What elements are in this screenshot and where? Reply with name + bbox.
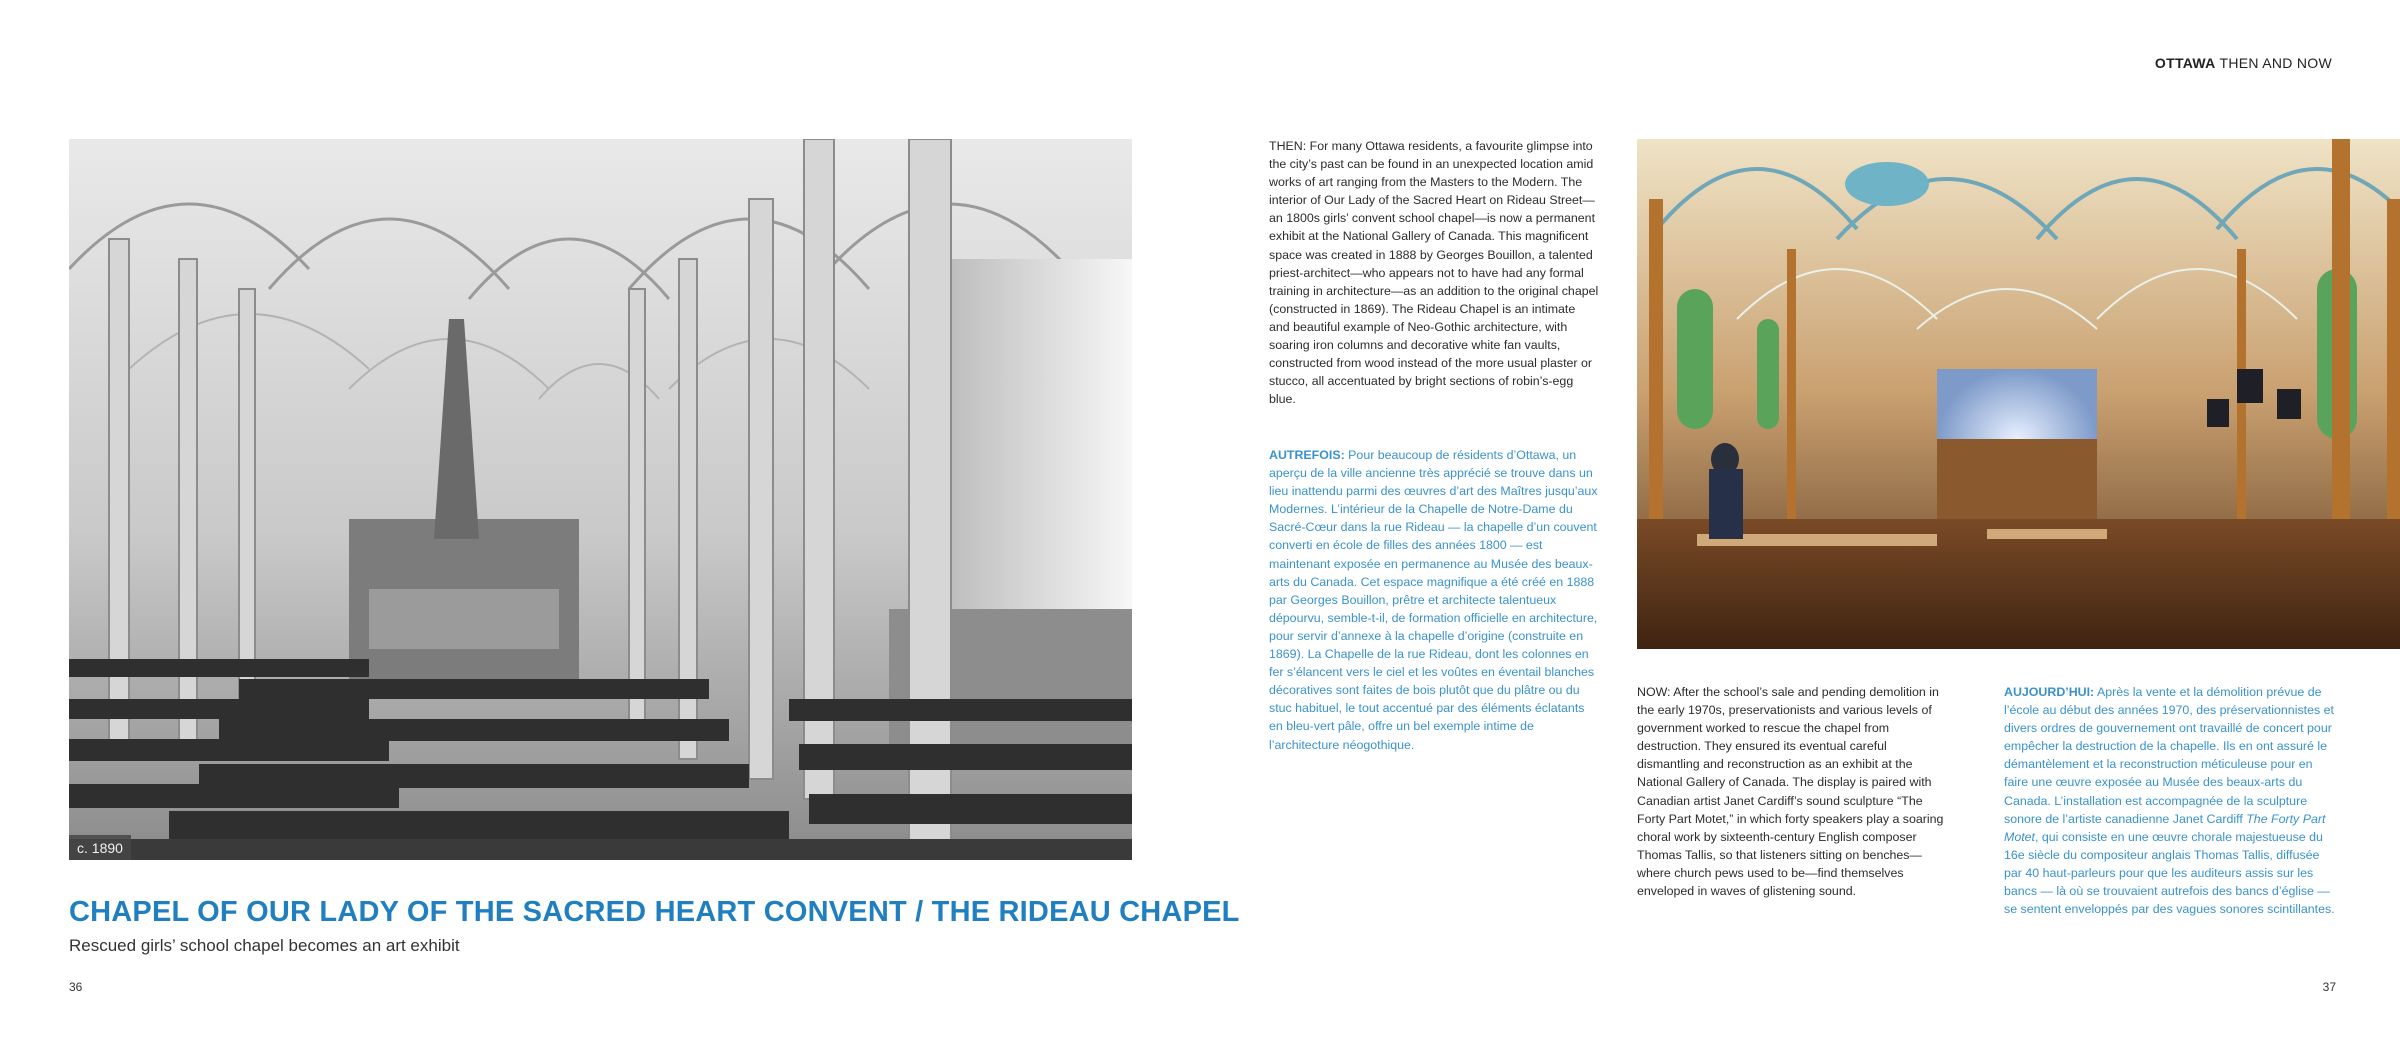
page-number-left: 36 — [69, 980, 83, 994]
chapter-title: CHAPEL OF OUR LADY OF THE SACRED HEART CONVENT / THE RIDEAU CHAPEL — [69, 896, 1240, 928]
aujourdhui-paragraph — [2004, 683, 2336, 918]
running-header-series: THEN AND NOW — [2215, 55, 2332, 71]
then-label: THEN: — [1269, 139, 1307, 153]
right-page — [1200, 0, 2400, 1050]
aujourdhui-text-end: , qui consiste en une œuvre chorale majestueuse du 16e siècle du compositeur anglais Thomas Tallis, diffusée par 40 haut-parleurs pour que les auditeurs assis sur les bancs — là où se trouvaient autrefois des bancs d’église — se sentent enveloppés par des vagues sonores scintillantes. — [2004, 829, 2335, 917]
historic-chapel-image — [69, 139, 1132, 860]
running-header-city: OTTAWA — [2154, 55, 2216, 71]
aujourdhui-text-start: Après la vente et la démolition prévue de l’école au début des années 1970, des préservationnistes et divers ordres de gouvernement ont travaillé de concert pour empêcher la destruction de la chapelle. Ils en ont assuré le démantèlement et la reconstruction méticuleuse pour en faire une œuvre exposée au Musée des beaux-arts du Canada. L’installation est accompagnée de la sculpture sonore de l’artiste canadienne Janet Cardiff — [2004, 685, 2334, 826]
photo-date-caption: c. 1890 — [69, 835, 131, 860]
then-paragraph — [1269, 137, 1599, 408]
now-text: After the school’s sale and pending demolition in the early 1970s, preservationists and various levels of government worked to rescue the chapel from destruction. They ensured its eventual careful dismantling and reconstruction as an exhibit at the National Gallery of Canada. The display is paired with Canadian artist Janet Cardiff’s sound sculpture “The Forty Part Motet,” in which forty speakers play a soaring choral work by sixteenth-century English composer Thomas Tallis, so that listeners sitting on benches—where church pews used to be—find themselves enveloped in waves of glistening sound. — [1637, 685, 1944, 899]
running-header — [2155, 55, 2332, 71]
now-label: NOW: — [1637, 685, 1671, 699]
page-number-right: 37 — [2322, 980, 2336, 994]
chapter-subtitle: Rescued girls’ school chapel becomes an art exhibit — [69, 936, 460, 955]
modern-chapel-image — [1637, 139, 2400, 649]
now-paragraph — [1637, 683, 1952, 900]
aujourdhui-label: AUJOURD’HUI: — [2004, 685, 2095, 699]
autrefois-text: Pour beaucoup de résidents d’Ottawa, un aperçu de la ville ancienne très apprécié se trouve dans un lieu inattendu parmi des œuvres d’art des Maîtres jusqu’aux Modernes. L’intérieur de la Chapelle de Notre-Dame du Sacré-Cœur dans la rue Rideau — la chapelle d’un couvent converti en école de filles des années 1800 — est maintenant exposée en permanence au Musée des beaux-arts du Canada. Cet espace magnifique a été créé en 1888 par Georges Bouillon, prêtre et architecte talentueux dépourvu, semble-t-il, de formation officielle en architecture, pour servir d’annexe à la chapelle d’origine (construite en 1869). La Chapelle de la rue Rideau, dont les colonnes en fer s’élancent vers le ciel et les voûtes en éventail blanches décoratives sont faites de bois plutôt que du plâtre ou du stuc habituel, le tout accentué par des éléments éclatants en bleu-vert pâle, offre un bel exemple intime de l’architecture néogothique. — [1269, 448, 1598, 752]
photo-then-chapel-1890 — [69, 139, 1132, 860]
autrefois-label: AUTREFOIS: — [1269, 448, 1345, 462]
then-text: For many Ottawa residents, a favourite glimpse into the city’s past can be found in an unexpected location amid works of art ranging from the Masters to the Modern. The interior of Our Lady of the Sacred Heart on Rideau Street—an 1800s girls’ convent school chapel—is now a permanent exhibit at the National Gallery of Canada. This magnificent space was created in 1888 by Georges Bouillon, a talented priest-architect—who appears not to have had any formal training in architecture—as an addition to the original chapel (constructed in 1869). The Rideau Chapel is an intimate and beautiful example of Neo-Gothic architecture, with soaring iron columns and decorative white fan vaults, constructed from wood instead of the more usual plaster or stucco, all accentuated by bright sections of robin’s-egg blue. — [1269, 139, 1599, 407]
photo-now-chapel — [1637, 139, 2400, 649]
aujourdhui-work-title: The Forty Part Motet — [2004, 811, 2326, 844]
autrefois-paragraph — [1269, 446, 1599, 754]
